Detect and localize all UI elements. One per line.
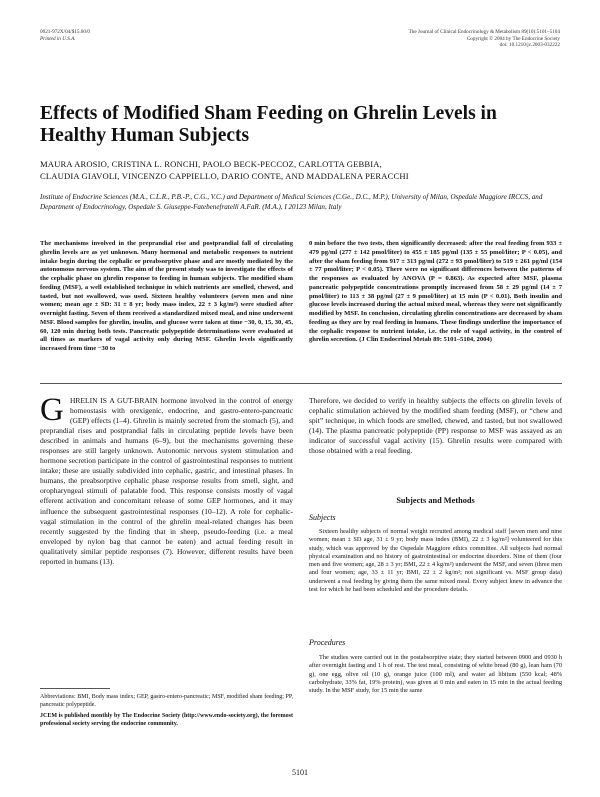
footnote-rule — [40, 688, 110, 689]
authors-line-1: MAURA AROSIO, CRISTINA L. RONCHI, PAOLO BECK-PECCOZ, CARLOTTA GEBBIA, — [40, 159, 382, 169]
header-journal: The Journal of Clinical Endocrinology & Metabolism 89(10):5101–5104 — [408, 29, 560, 35]
author-list — [40, 158, 560, 182]
drop-cap: G — [40, 392, 64, 428]
intro-paragraph — [40, 392, 293, 567]
intro-text: HRELIN IS A GUT-BRAIN hormone involved in the control of energy homeostasis with orexigenic, endocrine, and gastro-entero-pancreatic (GEP) effects (1–4). Ghrelin is mainly secreted from the stomach (5), and preprandial rises and postprandial falls in circulating peptide levels have been described in animals and humans (6–9), but the mechanisms governing these responses are still largely unknown. Autonomic nervous system stimulation and hormone secretion participate in the control of gastrointestinal responses to nutrient intake; these are usually subdivided into cephalic, gastric, and intestinal phases. In humans, the preabsorptive cephalic phase response results from smell, sight, and oropharyngeal stimuli of palatable food. This response consists mostly of vagal efferent activation and concomitant release of some GEP hormones, and it may influence the subsequent gastrointestinal responses (10–12). A role for cephalic-vagal stimulation in the control of the ghrelin meal-related changes has been recently suggested by the finding that in sheep, pseudo-feeding (i.e. a meal enveloped by nylon bag that cannot be eaten) and actual feeding result in qualitatively similar peptide responses (7). However, different results have been reported in humans (13). — [40, 396, 293, 566]
header-right — [300, 29, 560, 49]
header-copyright: Copyright © 2004 by The Endocrine Society — [466, 35, 560, 42]
authors-line-2: CLAUDIA GIAVOLI, VINCENZO CAPPIELLO, DARIO CONTE, AND MADDALENA PERACCHI — [40, 171, 409, 181]
header-issn: 0021-972X/04/$15.00/0 — [40, 29, 91, 35]
header-printed: Printed in U.S.A. — [40, 35, 76, 42]
subsection-procedures: Procedures — [309, 638, 346, 647]
header-doi: doi: 10.1210/jc.2003-032222 — [499, 42, 560, 49]
right-intro-paragraph: Therefore, we decided to verify in healthy subjects the effects on ghrelin levels of cephalic stimulation achieved by the modified sham feeding (MSF), or “chew and spit” technique, in which foods are smelled, chewed, and tasted, but not swallowed (14). The plasma pancreatic polypeptide (PP) response to MSF was assayed as an indicator of successful vagal activity (15). Ghrelin results were compared with those obtained with a real feeding. — [309, 396, 562, 456]
procedures-paragraph: The studies were carried out in the postabsorptive state; they started between 0900 and 0930 h after overnight fasting and 1 h of rest. The test meal, consisting of white bread (80 g), lean ham (70 g), one egg, olive oil (10 g), orange juice (100 ml), and water ad libitum (550 kcal; 48% carbohydrate, 33% fat, 19% protein), was given at 0 min and eaten in 15 min in the actual feeding study. In the MSF study, for 15 min the same — [309, 654, 562, 695]
institution: Institute of Endocrine Sciences (M.A., C.L.R., P.B.-P., C.G., V.C.) and Department of Medical Sciences (C.Ge., D.C., M.P.), University of Milan, Ospedale Maggiore IRCCS, and Department of Endocrinology, Ospedale S. Giuseppe-Fatebenefratelli A.FaR. (M.A.), I 20123 Milan, Italy — [40, 193, 543, 211]
footnote-abbreviations: Abbreviations: BMI, Body mass index; GEP, gastro-entero-pancreatic; MSF, modified sham feeding; PP, pancreatic polypeptide. — [40, 694, 293, 708]
page-number: 5101 — [292, 768, 308, 777]
subjects-paragraph: Sixteen healthy subjects of normal weight recruited among medical staff [seven men and nine women; mean ± SD age, 31 ± 9 yr; body mass index (BMI), 22 ± 3 kg/m²] volunteered for this study, which was approved by the Ospedale Maggiore ethics committee. All subjects had normal physical examination and no history of gastrointestinal or endocrine disorders. Nine of them (four men and five women; age, 28 ± 3 yr; BMI, 22 ± 4 kg/m²) underwent the MSF, and seven (three men and four women; age, 33 ± 11 yr; BMI, 22 ± 2 kg/m²; not significant vs. MSF group data) underwent a real feeding by giving them the same mixed meal. Every subject knew in advance the test for which he had been scheduled and the procedure details. — [309, 528, 562, 594]
article-title: Effects of Modified Sham Feeding on Ghrelin Levels in Healthy Human Subjects — [40, 103, 497, 146]
abstract-left: The mechanisms involved in the preprandial rise and postprandial fall of circulating ghrelin levels are as yet unknown. Many hormonal and metabolic responses to nutrient intake begin during the cephalic or preabsorptive phase and are mostly mediated by the autonomous nervous system. The aim of the present study was to investigate the effects of the cephalic phase on ghrelin response to feeding in human subjects. The modified sham feeding (MSF), a well established technique in which nutrients are smelled, chewed, and tasted, but not swallowed, was used. Sixteen healthy volunteers (seven men and nine women; mean age ± SD: 31 ± 8 yr; body mass index, 22 ± 3 kg/m²) were studied after overnight fasting. Seven of them received a standardized mixed meal, and nine underwent MSF. Blood samples for ghrelin, insulin, and glucose were taken at time −30, 0, 15, 30, 45, 60, 120 min during both tests. Pancreatic polypeptide determinations were evaluated at all times as markers of vagal activity only during MSF. Ghrelin levels significantly increased from time −30 to — [40, 240, 293, 352]
abstract-right: 0 min before the two tests, then significantly decreased: after the real feeding from 933 ± 479 pg/ml (277 ± 142 pmol/liter) to 455 ± 185 pg/ml (135 ± 55 pmol/liter; P < 0.05), and after the sham feeding from 917 ± 313 pg/ml (272 ± 93 pmol/liter) to 519 ± 261 pg/ml (154 ± 77 pmol/liter; P < 0.05). There were no significant differences between the patterns of the responses as evaluated by ANOVA (P = 0.863). As expected after MSF, plasma pancreatic polypeptide concentrations promptly increased from 58 ± 29 pg/ml (14 ± 7 pmol/liter) to 113 ± 38 pg/ml (27 ± 9 pmol/liter) at 15 min (P < 0.01). Both insulin and glucose levels increased during the actual mixed meal, whereas they were not significantly modified by MSF. In conclusion, circulating ghrelin concentrations are decreased by sham feeding as they are by real feeding in humans. These findings underline the importance of the cephalic response to nutrient intake, i.e. the role of vagal activity, in the control of ghrelin secretion. (J Clin Endocrinol Metab 89: 5101–5104, 2004) — [309, 240, 562, 344]
section-heading: Subjects and Methods — [396, 496, 475, 505]
header-left — [40, 29, 240, 42]
footnote-jcem: JCEM is published monthly by The Endocrine Society (http://www.endo-society.org), the foremost professional society serving the endocrine community. — [40, 713, 293, 727]
abstract-rule — [40, 383, 562, 384]
subsection-subjects: Subjects — [309, 513, 336, 522]
dropcap-spacer — [40, 392, 70, 428]
